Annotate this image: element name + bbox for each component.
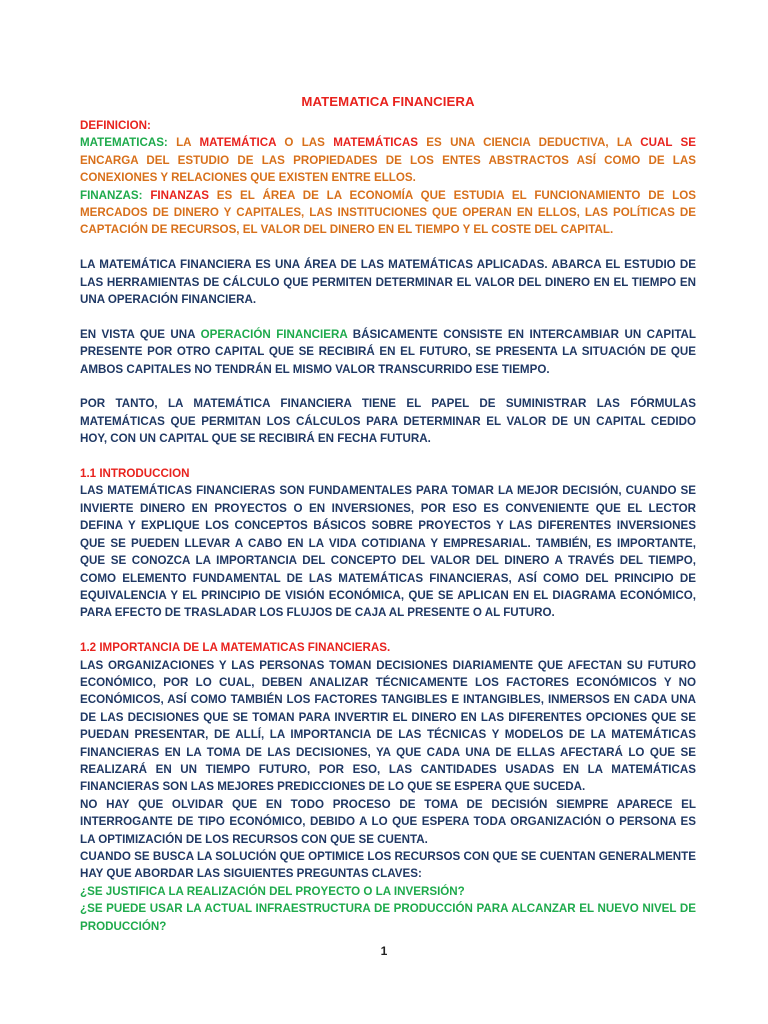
paragraph-3: POR TANTO, LA MATEMÁTICA FINANCIERA TIENE EL PAPEL DE SUMINISTRAR LAS FÓRMULAS MATEMÁTICAS QUE PERMITAN LOS CÁLCULOS PARA DETERMINAR EL VALOR DE UN CAPITAL CEDIDO HOY, CON UN CAPITAL QUE SE RECIBIRÁ EN FECHA FUTURA. (80, 397, 696, 446)
matematicas-text-4: ENCARGA DEL ESTUDIO DE LAS PROPIEDADES DE LOS ENTES ABSTRACTOS ASÍ COMO DE LAS CONEXIONES Y RELACIONES QUE EXISTEN ENTRE ELLOS. (80, 153, 696, 185)
matematicas-text-2: O LAS (276, 136, 334, 150)
document-title: MATEMATICA FINANCIERA (301, 94, 475, 109)
section-2-body-3: CUANDO SE BUSCA LA SOLUCIÓN QUE OPTIMICE LOS RECURSOS CON QUE SE CUENTAN GENERALMENTE HAY QUE ABORDAR LAS SIGUIENTES PREGUNTAS CLAVES: (80, 849, 696, 881)
paragraph-2-keyword: OPERACIÓN FINANCIERA (200, 327, 348, 341)
section-2-body-1: LAS ORGANIZACIONES Y LAS PERSONAS TOMAN DECISIONES DIARIAMENTE QUE AFECTAN SU FUTURO ECONÓMICO, POR LO CUAL, DEBEN ANALIZAR TÉCNICAMENTE LOS FACTORES ECONÓMICOS Y NO ECONÓMICOS, ASÍ COMO TAMBIÉN LOS FACTORES TANGIBLES E INTANGIBLES, INMERSOS EN CADA UNA DE LAS DECISIONES QUE SE TOMAN PARA INVERTIR EL DINERO EN LAS DIFERENTES OPCIONES QUE SE PUEDAN PRESENTAR, DE ALLÍ, LA IMPORTANCIA DE LAS TÉCNICAS Y MODELOS DE LA MATEMÁTICAS FINANCIERAS EN LA TOMA DE LAS DECISIONES, YA QUE CADA UNA DE ELLAS AFECTARÁ LO QUE SE REALIZARÁ EN UN TIEMPO FUTURO, POR ESO, LAS CANTIDADES USADAS EN LA MATEMÁTICAS FINANCIERAS SON LAS MEJORES PREDICCIONES DE LO QUE SE ESPERA QUE SUCEDA. (80, 658, 696, 794)
finanzas-text-2: ES EL ÁREA DE LA ECONOMÍA QUE ESTUDIA EL FUNCIONAMIENTO DE LOS MERCADOS DE DINERO Y CAPITALES, LAS INSTITUCIONES QUE OPERAN EN ELLOS, LAS POLÍTICAS DE CAPTACIÓN DE RECURSOS, EL VALOR DEL DINERO EN EL TIEMPO Y EL COSTE DEL CAPITAL. (80, 188, 696, 237)
section-2-heading: 1.2 IMPORTANCIA DE LA MATEMATICAS FINANCIERAS. (80, 641, 391, 655)
matematicas-keyword-2: MATEMÁTICAS (333, 136, 418, 150)
matematicas-keyword-1: MATEMÁTICA (199, 136, 277, 150)
paragraph-1-text-2: EN EL TIEMPO EN UNA OPERACIÓN FINANCIERA. (80, 275, 696, 307)
spacer (80, 378, 696, 395)
finanzas-keyword-1: FINANZAS (150, 188, 209, 202)
paragraph-1-keyword: DINERO (544, 275, 590, 289)
definicion-label: DEFINICION: (80, 119, 151, 132)
spacer (80, 448, 696, 465)
matematicas-text-3: ES UNA CIENCIA DEDUCTIVA, LA (418, 136, 641, 150)
paragraph-2-text-2: BÁSICAMENTE CONSISTE EN INTERCAMBIAR UN CAPITAL PRESENTE POR OTRO CAPITAL QUE SE RECIBIRÁ EN EL FUTURO, SE PRESENTA LA SITUACIÓN DE QUE AMBOS CAPITALES NO TENDRÁN EL MISMO VALOR TRANSCURRIDO ESE TIEMPO. (80, 327, 697, 376)
matematicas-keyword-3: CUAL SE (640, 136, 696, 150)
spacer (80, 308, 696, 325)
paragraph-1-text-1: LA MATEMÁTICA FINANCIERA ES UNA ÁREA DE LAS MATEMÁTICAS APLICADAS. ABARCA EL ESTUDIO DE LAS HERRAMIENTAS DE CÁLCULO QUE PERMITEN DETERMINAR EL VALOR DEL (80, 258, 696, 289)
section-1-heading: 1.1 INTRODUCCION (80, 467, 190, 481)
matematicas-definition (80, 134, 696, 186)
finanzas-label: FINANZAS: (80, 188, 143, 202)
paragraph-2-text-1: EN VISTA QUE UNA (80, 327, 201, 341)
section-1-body: LAS MATEMÁTICAS FINANCIERAS SON FUNDAMENTALES PARA TOMAR LA MEJOR DECISIÓN, CUANDO SE INVIERTE DINERO EN PROYECTOS O EN INVERSIONES, POR ESO ES CONVENIENTE QUE EL LECTOR DEFINA Y EXPLIQUE LOS CONCEPTOS BÁSICOS SOBRE PROYECTOS Y LAS DIFERENTES INVERSIONES QUE SE PUEDEN LLEVAR A CABO EN LA VIDA COTIDIANA Y EMPRESARIAL. TAMBIÉN, ES IMPORTANTE, QUE SE CONOZCA LA IMPORTANCIA DEL CONCEPTO DEL VALOR DEL DINERO A TRAVÉS DEL TIEMPO, COMO ELEMENTO FUNDAMENTAL DE LAS MATEMÁTICAS FINANCIERAS, ASÍ COMO DEL PRINCIPIO DE EQUIVALENCIA Y EL PRINCIPIO DE VISIÓN ECONÓMICA, QUE SE APLICAN EN EL DIAGRAMA ECONÓMICO, PARA EFECTO DE TRASLADAR LOS FLUJOS DE CAJA AL PRESENTE O AL FUTURO. (80, 484, 696, 620)
page-number: 1 (380, 944, 388, 958)
section-2-body-2: NO HAY QUE OLVIDAR QUE EN TODO PROCESO DE TOMA DE DECISIÓN SIEMPRE APARECE EL INTERROGANTE DE TIPO ECONÓMICO, DEBIDO A LO QUE ESPERA TODA ORGANIZACIÓN O PERSONA ES LA OPTIMIZACIÓN DE LOS RECURSOS CON QUE SE CUENTA. (80, 797, 696, 846)
spacer (80, 239, 696, 256)
matematicas-label: MATEMATICAS: (80, 136, 168, 150)
key-question-2: ¿SE PUEDE USAR LA ACTUAL INFRAESTRUCTURA DE PRODUCCIÓN PARA ALCANZAR EL NUEVO NIVEL DE PRODUCCIÓN? (80, 902, 696, 933)
matematicas-text-1: LA (167, 136, 200, 150)
paragraph-1 (80, 256, 696, 308)
spacer (80, 622, 696, 639)
finanzas-definition (80, 187, 696, 239)
key-question-1: ¿SE JUSTIFICA LA REALIZACIÓN DEL PROYECTO O LA INVERSIÓN? (80, 884, 465, 898)
paragraph-2 (80, 326, 696, 378)
